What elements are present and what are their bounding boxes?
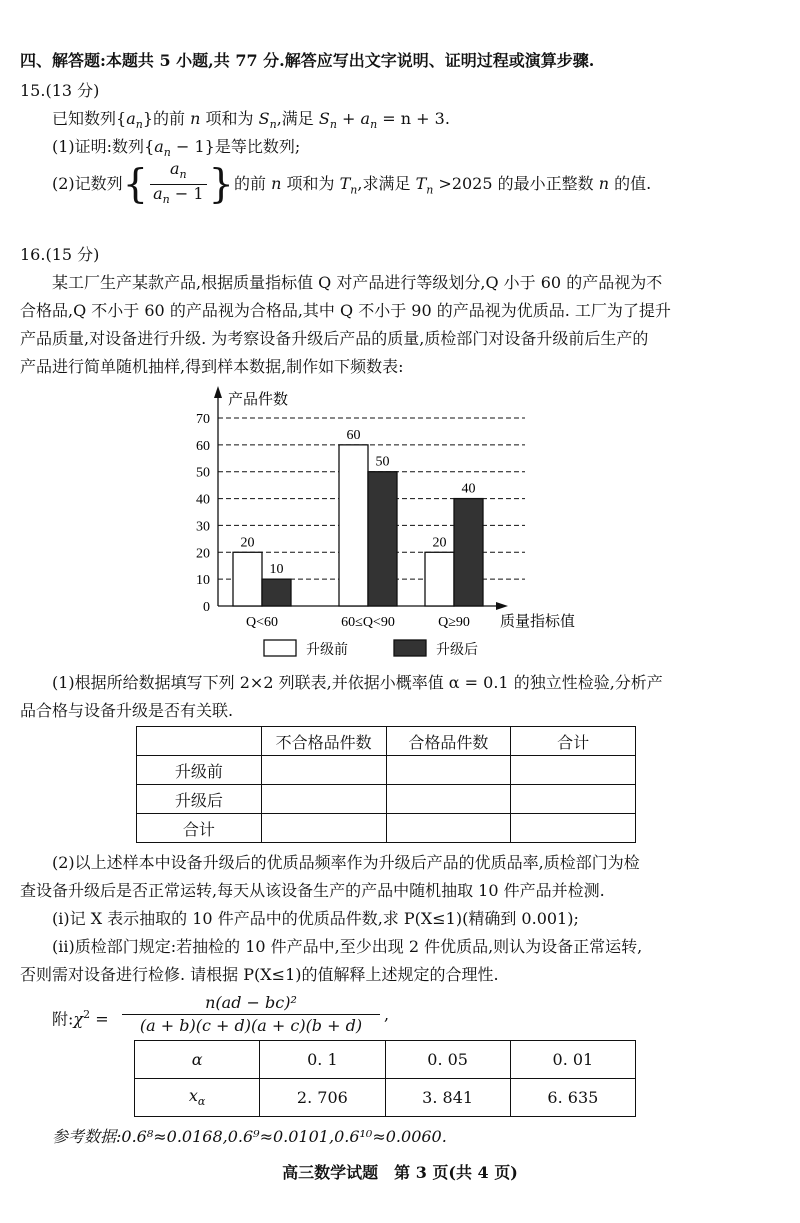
contingency-cell <box>261 814 386 843</box>
q16-intro-1: 某工厂生产某款产品,根据质量指标值 Q 对产品进行等级划分,Q 小于 60 的产品视为不 <box>52 273 663 292</box>
bar-value-label: 40 <box>461 481 476 497</box>
q15-points: (13 分) <box>45 81 100 100</box>
q16-part1-1: (1)根据所给数据填写下列 2×2 列联表,并依据小概率值 α = 0.1 的独立性检验,分析产 <box>52 673 663 692</box>
x-alpha-row-label: $x_\alpha$ <box>135 1079 260 1117</box>
section-header: 四、解答题:本题共 5 小题,共 77 分.解答应写出文字说明、证明过程或演算步骤. <box>20 51 595 70</box>
bar-value-label: 50 <box>375 454 390 470</box>
bar-value-label: 60 <box>346 427 361 443</box>
critical-value: 3. 841 <box>385 1079 510 1117</box>
bar-before-upgrade <box>339 445 368 606</box>
contingency-cell <box>511 756 636 785</box>
q15-title <box>20 80 99 102</box>
critical-value: 6. 635 <box>510 1079 635 1117</box>
contingency-row-label: 升级前 <box>137 756 262 785</box>
contingency-cell <box>261 785 386 814</box>
y-tick-label: 30 <box>196 519 210 535</box>
q16-number: 16. <box>20 245 46 264</box>
legend-label-before: 升级前 <box>306 643 348 658</box>
y-tick-label: 70 <box>196 412 210 427</box>
q15-stem: 已知数列$\{a_n\}$的前 n 项和为 $S_n$,满足 $S_n + a_n = n + 3$. <box>52 109 450 132</box>
contingency-cell <box>386 756 511 785</box>
y-tick-label: 0 <box>203 600 210 615</box>
formula-numerator: n(ad − bc)² <box>122 992 380 1015</box>
y-axis-arrow <box>214 386 222 398</box>
chi-square-formula <box>122 992 380 1037</box>
x-tick-label: Q≥90 <box>438 615 470 630</box>
y-axis-label: 产品件数 <box>228 392 289 408</box>
alpha-value: 0. 1 <box>260 1041 385 1079</box>
q16-part2-ii-2: 否则需对设备进行检修. 请根据 P(X≤1)的值解释上述规定的合理性. <box>20 965 499 984</box>
q16-intro-2: 合格品,Q 不小于 60 的产品视为合格品,其中 Q 不小于 90 的产品视为优质品. 工厂为了提升 <box>20 301 671 320</box>
bar-after-upgrade <box>262 579 291 606</box>
alpha-row-label: α <box>135 1041 260 1079</box>
q16-part2-1: (2)以上述样本中设备升级后的优质品频率作为升级后产品的优质品率,质检部门为检 <box>52 853 640 872</box>
y-tick-label: 10 <box>196 573 210 589</box>
contingency-cell <box>386 785 511 814</box>
y-tick-label: 60 <box>196 438 210 454</box>
bar-value-label: 20 <box>240 535 255 551</box>
contingency-cell <box>261 756 386 785</box>
q16-title <box>20 244 99 266</box>
contingency-header: 合格品件数 <box>386 727 511 756</box>
x-tick-label: 60≤Q<90 <box>341 615 395 630</box>
x-axis-label: 质量指标值 <box>500 614 576 630</box>
contingency-row-label: 合计 <box>137 814 262 843</box>
q16-part2-i: (i)记 X 表示抽取的 10 件产品中的优质品件数,求 P(X≤1)(精确到 0.001); <box>52 909 579 928</box>
x-axis-arrow <box>496 602 508 610</box>
contingency-header: 合计 <box>511 727 636 756</box>
contingency-cell <box>511 785 636 814</box>
y-tick-label: 40 <box>196 492 210 508</box>
q15-number: 15. <box>20 81 46 100</box>
y-tick-label: 20 <box>196 546 210 562</box>
appendix-label: 附$:\chi^2$ = <box>52 1008 109 1029</box>
bar-after-upgrade <box>454 499 483 606</box>
contingency-row-label: 升级后 <box>137 785 262 814</box>
q16-part2-2: 查设备升级后是否正常运转,每天从该设备生产的产品中随机抽取 10 件产品并检测. <box>20 881 605 900</box>
contingency-header-corner <box>137 727 262 756</box>
bar-before-upgrade <box>233 552 262 606</box>
q16-part2-ii-1: (ii)质检部门规定:若抽检的 10 件产品中,至少出现 2 件优质品,则认为设备正常运转, <box>52 937 643 956</box>
q16-part1-2: 品合格与设备升级是否有关联. <box>20 701 234 720</box>
legend-swatch-after <box>394 640 426 656</box>
legend-label-after: 升级后 <box>436 643 478 658</box>
legend-swatch-before <box>264 640 296 656</box>
formula-denominator: (a + b)(c + d)(a + c)(b + d) <box>139 1016 363 1035</box>
contingency-table <box>136 726 636 843</box>
reference-data: 参考数据:0.6⁸≈0.0168,0.6⁹≈0.0101,0.6¹⁰≈0.0060. <box>52 1127 447 1146</box>
contingency-header: 不合格品件数 <box>261 727 386 756</box>
alpha-value: 0. 05 <box>385 1041 510 1079</box>
bar-value-label: 10 <box>269 562 284 578</box>
bar-after-upgrade <box>368 472 397 606</box>
page-footer: 高三数学试题 第 3 页(共 4 页) <box>282 1163 518 1182</box>
q16-intro-3: 产品质量,对设备进行升级. 为考察设备升级后产品的质量,质检部门对设备升级前后生产的 <box>20 329 649 348</box>
bar-before-upgrade <box>425 552 454 606</box>
q15-part1: (1)证明:数列$\{a_n - 1\}$是等比数列; <box>52 137 301 160</box>
formula-comma: , <box>384 1005 390 1024</box>
contingency-cell <box>386 814 511 843</box>
y-tick-label: 50 <box>196 465 210 481</box>
frequency-bar-chart <box>180 378 600 668</box>
contingency-cell <box>511 814 636 843</box>
alpha-value: 0. 01 <box>510 1041 635 1079</box>
x-tick-label: Q<60 <box>245 615 279 630</box>
q16-intro-4: 产品进行简单随机抽样,得到样本数据,制作如下频数表: <box>20 357 404 376</box>
q16-points: (15 分) <box>45 245 100 264</box>
alpha-table <box>134 1040 636 1117</box>
critical-value: 2. 706 <box>260 1079 385 1117</box>
bar-value-label: 20 <box>432 535 447 551</box>
q15-part2: (2)记数列{ $\frac{a_n}{a_n - 1}$ }的前 n 项和为 $T_n$,求满足 $T_n >2025$ 的最小正整数 n 的值. <box>52 159 652 208</box>
